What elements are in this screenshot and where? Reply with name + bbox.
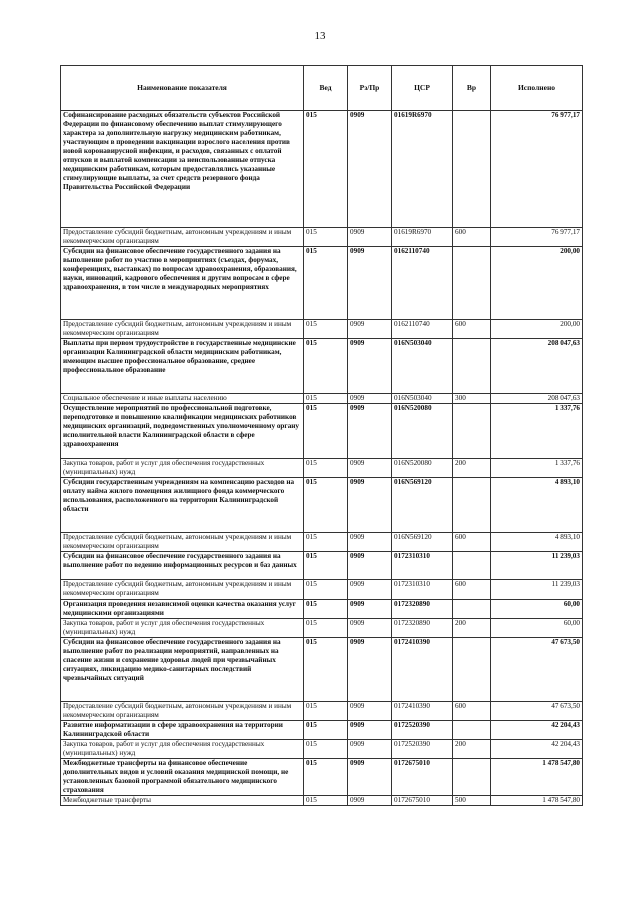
table-body [61,111,583,806]
row-executed-amount: 200,00 [491,247,583,320]
row-executed-amount: 11 239,03 [491,580,583,599]
row-target-article: 0172320890 [392,618,453,637]
row-department: 015 [304,739,348,758]
row-section: 0909 [348,478,392,533]
row-expense-type [453,758,491,795]
row-executed-amount: 1 337,76 [491,404,583,459]
row-department: 015 [304,478,348,533]
header-section: Рз/Пр [348,66,392,111]
row-executed-amount: 60,00 [491,599,583,618]
row-expense-type: 200 [453,618,491,637]
row-department: 015 [304,394,348,404]
row-section: 0909 [348,111,392,228]
row-target-article: 016N569120 [392,533,453,552]
row-section: 0909 [348,552,392,580]
row-department: 015 [304,637,348,701]
row-expense-type: 600 [453,580,491,599]
table-row [61,228,583,247]
table-row [61,339,583,394]
row-target-article: 01619R6970 [392,228,453,247]
row-executed-amount: 76 977,17 [491,228,583,247]
table-row [61,758,583,795]
row-expense-type [453,478,491,533]
table-row [61,533,583,552]
table-row [61,247,583,320]
page-number: 13 [314,30,326,42]
row-executed-amount: 1 478 547,80 [491,758,583,795]
table-row [61,701,583,720]
row-section: 0909 [348,720,392,739]
row-department: 015 [304,459,348,478]
row-expense-type [453,599,491,618]
row-indicator-name: Субсидии на финансовое обеспечение государственного задания на выполнение работ по ведению информационных ресурсов и баз данных [61,552,304,580]
row-executed-amount: 47 673,50 [491,701,583,720]
row-indicator-name: Субсидии на финансовое обеспечение государственного задания на выполнение работ по реализации мероприятий, направленных на спасение жизни и сохранение здоровья людей при чрезвычайных ситуациях, ликвидацию медико-санитарных последствий чрезвычайных ситуаций [61,637,304,701]
row-section: 0909 [348,637,392,701]
table-row [61,580,583,599]
row-executed-amount: 1 337,76 [491,459,583,478]
header-indicator-name: Наименование показателя [61,66,304,111]
row-executed-amount: 42 204,43 [491,720,583,739]
row-indicator-name: Субсидии государственным учреждениям на компенсацию расходов на оплату найма жилого помещения жилищного фонда коммерческого использования, расположенного на территории Калининградской области [61,478,304,533]
row-indicator-name: Развитие информатизации в сфере здравоохранения на территории Калининградской области [61,720,304,739]
row-expense-type [453,111,491,228]
row-executed-amount: 4 893,10 [491,478,583,533]
row-section: 0909 [348,580,392,599]
row-section: 0909 [348,796,392,806]
row-department: 015 [304,247,348,320]
row-expense-type: 600 [453,320,491,339]
row-department: 015 [304,599,348,618]
row-indicator-name: Межбюджетные трансферты на финансовое обеспечение дополнительных видов и условий оказания медицинской помощи, не установленных базовой программой обязательного медицинского страхования [61,758,304,795]
row-executed-amount: 47 673,50 [491,637,583,701]
row-executed-amount: 208 047,63 [491,394,583,404]
row-expense-type: 200 [453,739,491,758]
row-target-article: 0172310310 [392,552,453,580]
row-expense-type [453,339,491,394]
row-department: 015 [304,533,348,552]
table-header-row [61,66,583,111]
row-target-article: 01619R6970 [392,111,453,228]
table-row [61,720,583,739]
header-target-article: ЦСР [392,66,453,111]
row-section: 0909 [348,599,392,618]
row-department: 015 [304,320,348,339]
row-indicator-name: Выплаты при первом трудоустройстве в государственные медицинские организации Калининградской области медицинским работникам, имеющим высшее профессиональное образование, среднее профессиональное образование [61,339,304,394]
table-row [61,459,583,478]
row-department: 015 [304,552,348,580]
row-target-article: 0172675010 [392,758,453,795]
header-executed: Исполнено [491,66,583,111]
row-section: 0909 [348,758,392,795]
row-executed-amount: 200,00 [491,320,583,339]
row-expense-type: 600 [453,701,491,720]
row-indicator-name: Осуществление мероприятий по профессиональной подготовке, переподготовке и повышению квалификации медицинских работников медицинских организаций, подведомственных уполномоченному органу исполнительной власти Калининградской области в сфере здравоохранения [61,404,304,459]
row-indicator-name: Предоставление субсидий бюджетным, автономным учреждениям и иным некоммерческим организациям [61,580,304,599]
row-section: 0909 [348,618,392,637]
row-section: 0909 [348,247,392,320]
row-target-article: 0172520390 [392,739,453,758]
row-indicator-name: Предоставление субсидий бюджетным, автономным учреждениям и иным некоммерческим организациям [61,228,304,247]
row-department: 015 [304,404,348,459]
row-department: 015 [304,228,348,247]
row-indicator-name: Закупка товаров, работ и услуг для обеспечения государственных (муниципальных) нужд [61,459,304,478]
row-executed-amount: 4 893,10 [491,533,583,552]
table-row [61,394,583,404]
row-section: 0909 [348,339,392,394]
row-expense-type [453,637,491,701]
table-row [61,552,583,580]
row-indicator-name: Предоставление субсидий бюджетным, автономным учреждениям и иным некоммерческим организациям [61,701,304,720]
row-indicator-name: Межбюджетные трансферты [61,796,304,806]
row-section: 0909 [348,404,392,459]
row-indicator-name: Предоставление субсидий бюджетным, автономным учреждениям и иным некоммерческим организациям [61,533,304,552]
row-section: 0909 [348,228,392,247]
row-indicator-name: Субсидии на финансовое обеспечение государственного задания на выполнение работ по участию в мероприятиях (съездах, форумах, конференциях, выставках) по вопросам здравоохранения, образования, науки, инноваций, кадрового обеспечения и другим вопросам в сфере здравоохранения, в том числе в международных мероприятиях [61,247,304,320]
table-row [61,111,583,228]
row-indicator-name: Закупка товаров, работ и услуг для обеспечения государственных (муниципальных) нужд [61,618,304,637]
row-expense-type: 600 [453,533,491,552]
row-section: 0909 [348,533,392,552]
row-expense-type: 200 [453,459,491,478]
table-row [61,599,583,618]
row-expense-type [453,720,491,739]
row-section: 0909 [348,320,392,339]
row-department: 015 [304,580,348,599]
row-target-article: 0172520390 [392,720,453,739]
row-target-article: 016N520080 [392,459,453,478]
row-executed-amount: 1 478 547,80 [491,796,583,806]
row-indicator-name: Организация проведения независимой оценки качества оказания услуг медицинскими организациями [61,599,304,618]
row-department: 015 [304,758,348,795]
row-executed-amount: 76 977,17 [491,111,583,228]
table-row [61,478,583,533]
row-indicator-name: Закупка товаров, работ и услуг для обеспечения государственных (муниципальных) нужд [61,739,304,758]
row-target-article: 0172320890 [392,599,453,618]
row-expense-type [453,247,491,320]
table-row [61,796,583,806]
row-section: 0909 [348,459,392,478]
row-department: 015 [304,339,348,394]
header-department: Вед [304,66,348,111]
row-target-article: 016N503040 [392,339,453,394]
row-executed-amount: 60,00 [491,618,583,637]
row-expense-type: 300 [453,394,491,404]
row-indicator-name: Софинансирование расходных обязательств субъектов Российской Федерации по финансовому обеспечению выплат стимулирующего характера за дополнительную нагрузку медицинским работникам, участвующим в проведении вакцинации взрослого населения против новой коронавирусной инфекции, и расходов, связанных с оплатой отпусков и выплатой компенсации за неиспользованные отпуска медицинским работникам, которым предоставлялись указанные стимулирующие выплаты, за счет средств резервного фонда Правительства Российской Федерации [61,111,304,228]
row-expense-type [453,404,491,459]
header-expense-type: Вр [453,66,491,111]
row-target-article: 016N569120 [392,478,453,533]
row-target-article: 0172410390 [392,637,453,701]
table-row [61,739,583,758]
row-expense-type: 500 [453,796,491,806]
row-section: 0909 [348,701,392,720]
row-executed-amount: 42 204,43 [491,739,583,758]
row-expense-type: 600 [453,228,491,247]
row-executed-amount: 208 047,63 [491,339,583,394]
row-expense-type [453,552,491,580]
row-department: 015 [304,796,348,806]
row-section: 0909 [348,739,392,758]
row-target-article: 0162110740 [392,247,453,320]
row-target-article: 016N503040 [392,394,453,404]
row-target-article: 016N520080 [392,404,453,459]
row-department: 015 [304,720,348,739]
table-row [61,320,583,339]
table-row [61,618,583,637]
row-target-article: 0172310310 [392,580,453,599]
row-executed-amount: 11 239,03 [491,552,583,580]
budget-execution-table [60,65,583,806]
row-target-article: 0162110740 [392,320,453,339]
table-row [61,404,583,459]
row-target-article: 0172410390 [392,701,453,720]
row-department: 015 [304,111,348,228]
row-department: 015 [304,618,348,637]
table-row [61,637,583,701]
row-indicator-name: Предоставление субсидий бюджетным, автономным учреждениям и иным некоммерческим организациям [61,320,304,339]
row-indicator-name: Социальное обеспечение и иные выплаты населению [61,394,304,404]
row-department: 015 [304,701,348,720]
row-target-article: 0172675010 [392,796,453,806]
row-section: 0909 [348,394,392,404]
